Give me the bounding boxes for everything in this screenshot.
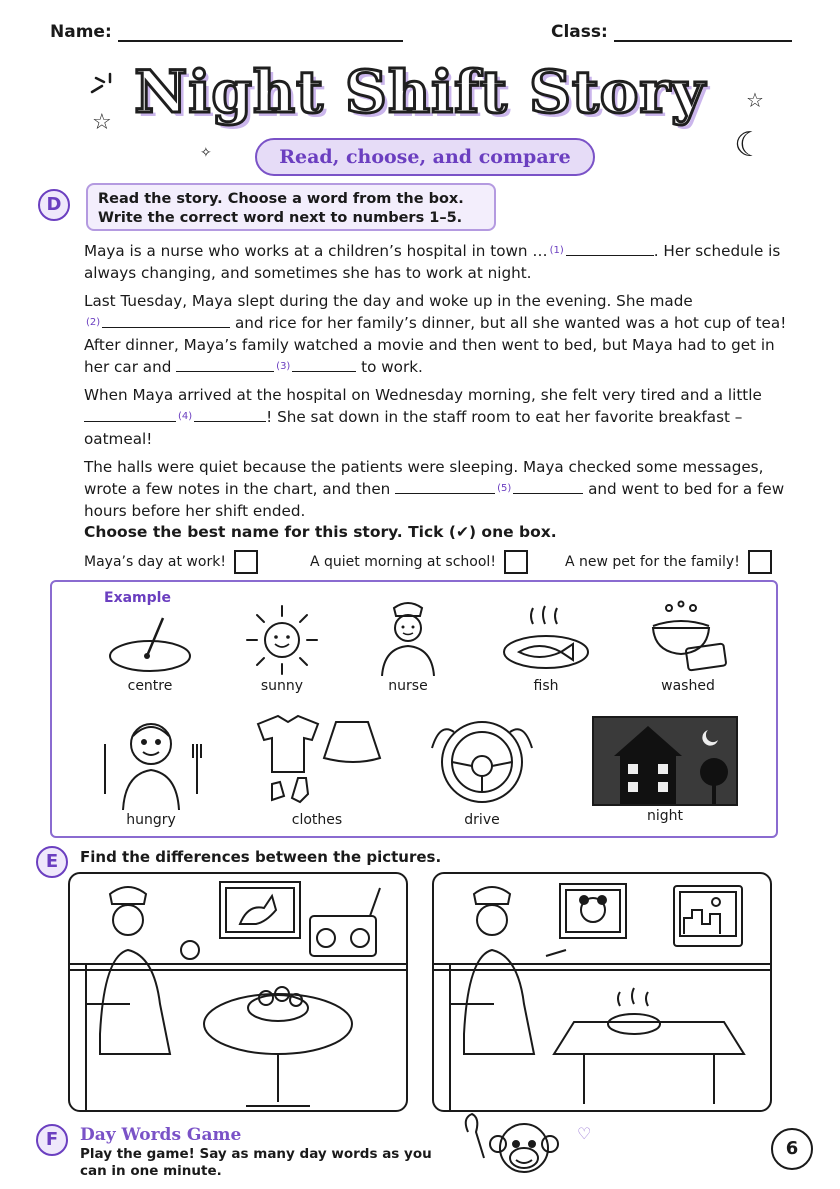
blank-4a[interactable] [84,408,176,422]
blank-1[interactable] [566,242,654,256]
class-line[interactable] [614,26,792,42]
story-paragraph-4: The halls were quiet because the patients were sleeping. Maya checked some messages, wrote a few notes in the chart, and then (5) and went to bed for a few hours before her shift ended. [84,458,785,520]
game-instruction: Play the game! Say as many day words as you can in one minute. [80,1146,432,1179]
word-centre [100,610,200,694]
heart-icon: ♡ [577,1124,592,1143]
blank-number-3: (3) [276,361,291,372]
option-3-checkbox[interactable] [748,550,772,574]
blank-5[interactable] [513,480,583,494]
hungry-boy-icon [97,714,205,810]
word-label-clothes: clothes [291,812,343,828]
subtitle-pill: Read, choose, and compare [255,138,595,176]
story-paragraph-3: When Maya arrived at the hospital on Wednesday morning, she felt very tired and a little (4) ! She sat down in the staff room to eat her favorite breakfast – oatmeal! [84,386,762,448]
steering-wheel-icon [424,712,540,810]
option-3-label: A new pet for the family! [565,554,740,570]
class-field[interactable] [551,22,792,42]
blank-3a[interactable] [176,358,274,372]
blank-number-5: (5) [497,483,512,494]
blank-3[interactable] [292,358,356,372]
name-label: Name: [50,22,112,42]
word-picture-box [50,580,778,838]
scene-right[interactable] [432,872,772,1112]
word-sunny [232,602,332,694]
word-label-drive: drive [464,812,500,828]
word-label-fish: fish [533,678,559,694]
blank-number-1: (1) [549,245,564,256]
example-label: Example [104,590,171,606]
option-1[interactable] [84,550,258,574]
story-paragraph-1: Maya is a nurse who works at a children’s hospital in town … (1) . Her schedule is always changing, and sometimes she has to work at night. [84,242,781,282]
night-house-icon [592,716,738,806]
instruction-line-1: Read the story. Choose a word from the box. [98,191,464,207]
nurse-icon [368,596,448,676]
word-nurse [358,596,458,694]
blank-5a[interactable] [395,480,495,494]
option-3[interactable] [565,550,772,574]
story-name-question: Choose the best name for this story. Tick (✔) one box. [84,523,557,541]
word-label-sunny: sunny [260,678,304,694]
sun-icon [239,602,325,676]
name-field[interactable] [50,22,403,42]
moon-icon: ☾ [734,125,765,165]
option-2-checkbox[interactable] [504,550,528,574]
option-2[interactable] [310,550,528,574]
word-clothes [242,712,392,828]
sparkle-icon: ✧ [200,145,212,161]
page-number: 6 [771,1128,813,1170]
blank-number-4: (4) [178,411,193,422]
option-2-label: A quiet morning at school! [310,554,496,570]
name-line[interactable] [118,26,403,42]
class-label: Class: [551,22,608,42]
word-label-hungry: hungry [126,812,176,828]
clothes-icon [244,712,390,810]
blank-number-2: (2) [86,317,101,328]
section-e-badge: E [36,846,68,878]
section-f-badge: F [36,1124,68,1156]
star-icon: ☆ [746,88,764,112]
section-d-badge: D [38,189,70,221]
story-paragraph-2: Last Tuesday, Maya slept during the day and woke up in the evening. She made (2) and rice for her family’s dinner, but all she wanted was a hot cup of tea! After dinner, Maya’s family watched a movie and then went to bed, but Maya had to get in her car and (3) to work. [84,292,787,376]
story-text [84,240,790,528]
game-title: Day Words Game [80,1125,242,1145]
target-icon [105,610,195,676]
differences-instruction: Find the differences between the pictures. [80,848,442,866]
blank-2[interactable] [102,314,230,328]
instruction-line-2: Write the correct word next to numbers 1–5. [98,210,463,226]
word-drive [424,712,540,828]
fish-dish-icon [499,602,593,676]
star-icon: ☆ [92,110,112,135]
option-1-label: Maya’s day at work! [84,554,226,570]
nurse-scene-left-illustration [70,874,408,1112]
title-banner [120,58,720,180]
word-hungry [96,714,206,828]
word-washed [638,598,738,694]
option-1-checkbox[interactable] [234,550,258,574]
blank-4[interactable] [194,408,266,422]
word-label-night: night [646,808,683,824]
nurse-scene-right-illustration [434,874,772,1112]
monkey-icon [458,1108,568,1189]
word-label-nurse: nurse [388,678,428,694]
scene-left[interactable] [68,872,408,1112]
word-label-centre: centre [127,678,173,694]
motion-lines-icon [88,70,122,101]
oatmeal-bowl-icon [641,598,735,676]
word-label-washed: washed [661,678,715,694]
page-title: Night Shift Story [134,58,706,126]
word-fish [496,602,596,694]
instruction-box [86,183,496,231]
word-night [590,716,740,824]
